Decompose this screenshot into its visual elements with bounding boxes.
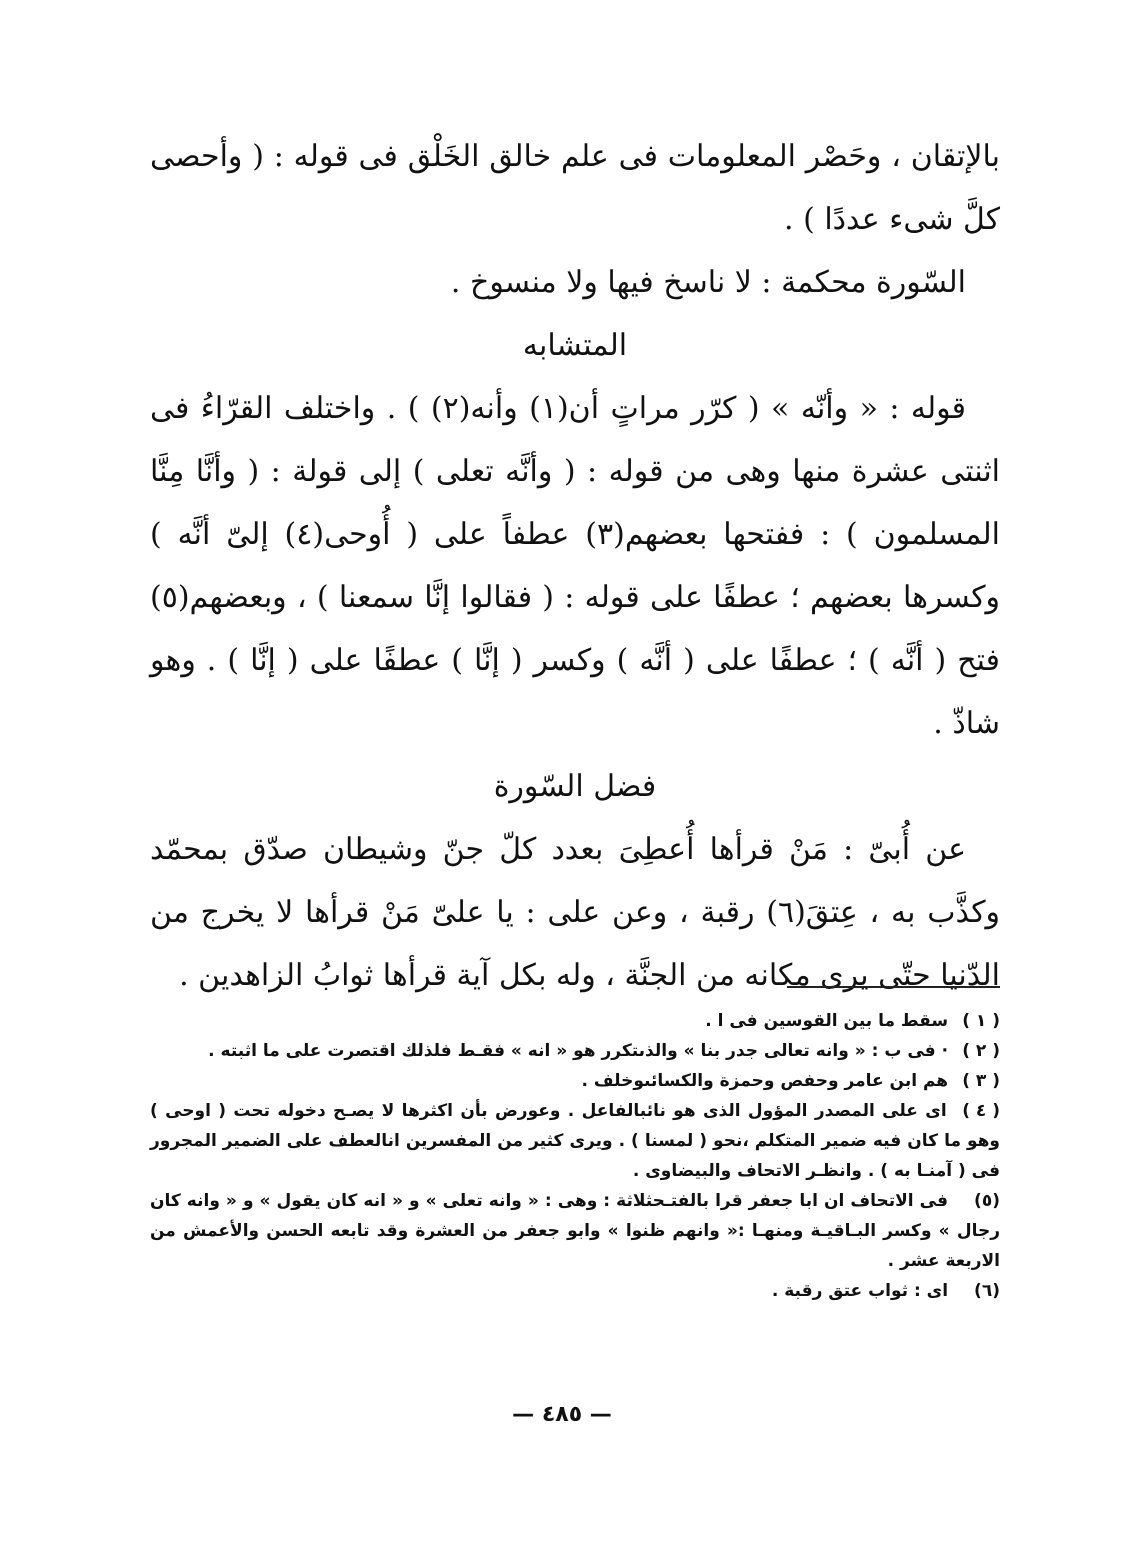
heading-fadl-al-surah: فضل السّورة (493, 769, 657, 804)
page-number: — ٤٨٥ — (512, 1402, 612, 1427)
footnote-number: (٥) (974, 1191, 1000, 1211)
paragraph-4: عن أُبىّ : مَنْ قرأها أُعطِىَ بعدد كلّ جنّ وشيطان صدّق بمحمّد وكذَّب به ، عِتقَ(٦) رقبة ، وعن على : يا علىّ مَنْ قرأها لا يخرج من الدّنيا حتّى يرى مكانه من الجنَّة ، وله بكل آية قرأها ثوابُ الزاهدين . (150, 832, 1000, 993)
footnotes (150, 1006, 1000, 1306)
footnote-number: ( ٤ ) (962, 1101, 1000, 1121)
footnote (150, 1096, 1000, 1186)
footnote-text: اى : ثواب عتق رقبة . (771, 1281, 949, 1301)
footnote-number: ( ٣ ) (962, 1071, 1000, 1091)
footnote-number: (٦) (974, 1281, 1000, 1301)
footnote-text: اى على المصدر المؤول الذى هو نائبالفاعل . وعورض بأن اكثرها لا يصـح دخوله تحت ( اوحى ) وهو ما كان فيه ضمير المتكلم ،نحو ( لمسنا ) . ويرى كثير من المفسرين انالعطف على الضمير المجرور فى ( آمنـا به ) . وانظـر الاتحاف والبيضاوى . (150, 1101, 1000, 1181)
paragraph-3: قوله : « وأنّه » ( كرّر مراتٍ أن(١) وأنه(٢) ) . واختلف القرّاءُ فى اثنتى عشرة منها وهى من قوله : ( وأنَّه تعلى ) إلى قولة : ( وأنَّا مِنَّا المسلمون ) : ففتحها بعضهم(٣) عطفاً على ( أُوحى(٤) إلىّ أنَّه ) وكسرها بعضهم ؛ عطفًا على قوله : ( فقالوا إنَّا سمعنا ) ، وبعضهم(٥) فتح ( أنَّه ) ؛ عطفًا على ( أنَّه ) وكسر ( إنَّا ) عطفًا على ( إنَّا ) . وهو شاذّ . (150, 391, 1000, 741)
footnote (150, 1186, 1000, 1276)
footnote-text: هم ابن عامر وحفص وحمزة والكسائىوخلف . (581, 1071, 949, 1091)
footnote-number: ( ٢ ) (962, 1041, 1000, 1061)
main-text (150, 125, 1000, 1007)
footnote (150, 1066, 1000, 1096)
footnote (150, 1276, 1000, 1306)
heading-mutashabih: المتشابه (522, 328, 628, 363)
footnote (150, 1006, 1000, 1036)
footnote-text: فى الاتحاف ان ابا جعفر قرا بالفتـحثلاثة : وهى : « وانه تعلى » و « انه كان يقول » و « وانه كان رجال » وكسر البـاقيـة ومنهـا :« وانهم ظنوا » وابو جعفر من العشرة وقد تابعه الحسن والأعمش من الاربعة عشر . (150, 1191, 1000, 1271)
paragraph-2: السّورة محكمة : لا ناسخ فيها ولا منسوخ . (450, 265, 966, 300)
footnote-text: · فى ب : « وانه تعالى جدر بنا » والذىتكرر هو « انه » فقـط فلذلك اقتصرت على ما اثبته . (208, 1041, 949, 1061)
footnote-number: ( ١ ) (962, 1011, 1000, 1031)
footnote (150, 1036, 1000, 1066)
footnote-separator (787, 986, 1000, 988)
paragraph-1: بالإتقان ، وحَصْر المعلومات فى علم خالق الخَلْق فى قوله : ( وأحصى كلَّ شىء عددًا ) . (150, 139, 1000, 237)
footnote-text: سقط ما بين القوسين فى ا . (705, 1011, 949, 1031)
